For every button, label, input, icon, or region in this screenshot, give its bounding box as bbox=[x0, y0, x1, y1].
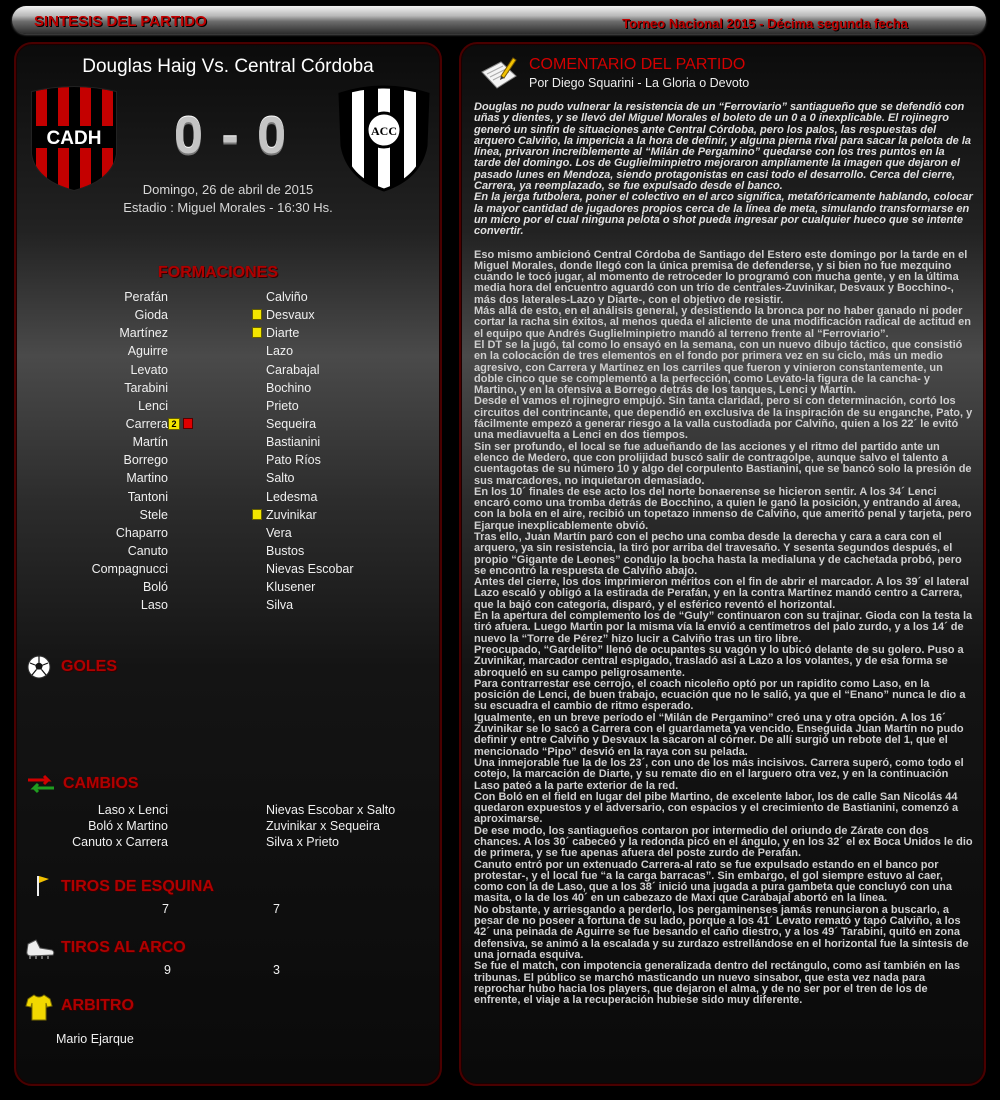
shots-away: 3 bbox=[273, 963, 280, 977]
away-player: Desvaux bbox=[266, 308, 315, 323]
away-player: Prieto bbox=[266, 398, 299, 413]
home-player: Aguirre bbox=[127, 344, 168, 359]
red-card-icon bbox=[183, 418, 193, 429]
soccer-ball-icon bbox=[26, 654, 52, 680]
substitution-arrows-icon bbox=[26, 774, 56, 794]
home-substitutions bbox=[56, 802, 168, 850]
away-player: Silva bbox=[266, 598, 294, 613]
notepad-pencil-icon bbox=[479, 54, 519, 92]
home-player: Gioda bbox=[134, 308, 168, 323]
commentary-panel bbox=[459, 42, 986, 1086]
commentary-body bbox=[474, 102, 974, 1006]
commentary-paragraph: En la apertura del complemento los de “Guly” continuaron con su trajinar. Gioda con la testa la tiró afuera. Luego Martín por la misma vía la envió a centímetros del palo zurdo, y a los 14´ de nuevo la “Torre de Pérez” hizo lucir a Calviño tras un tiro libre. bbox=[474, 610, 973, 645]
home-player: Carrera bbox=[125, 416, 168, 431]
away-player: Carabajal bbox=[266, 362, 320, 377]
home-player: Martínez bbox=[119, 326, 168, 341]
substitution: Boló x Martino bbox=[88, 819, 168, 833]
substitutions-title: CAMBIOS bbox=[63, 775, 139, 792]
away-team-crest bbox=[334, 84, 434, 194]
lineups-title: FORMACIONES bbox=[158, 264, 278, 281]
away-player: Calviño bbox=[266, 290, 308, 304]
cards-column bbox=[168, 288, 214, 524]
shots-title: TIROS AL ARCO bbox=[61, 939, 186, 956]
substitution: Silva x Prieto bbox=[266, 835, 339, 849]
home-player: Chaparro bbox=[115, 525, 168, 540]
home-crest-text: CADH bbox=[46, 128, 102, 149]
home-team-crest bbox=[24, 84, 124, 194]
away-substitutions bbox=[266, 802, 436, 850]
away-player: Sequeira bbox=[266, 416, 317, 431]
home-player: Stele bbox=[139, 507, 168, 522]
commentary-paragraph: Desde el vamos el rojinegro empujó. Sin tanta claridad, pero sí con determinación, cortó los circuitos del contrincante, que dependió en exclusiva de la inspiración de su enganche, Pato, y fácilmente empezó a generar riesgo a la valla custodiada por Calviño, quien a los 22´ le evitó una mediavuelta a Lenci en dos tiempos. bbox=[474, 395, 973, 442]
commentary-paragraph: Antes del cierre, los dos imprimieron méritos con el fin de abrir el marcador. A los 39´ el lateral Lazo escaló y obligó a la estirada de Perafán, y en la contra Martínez mandó centro a Carrera, que la bajó con categoría, disparó, y el esférico reventó el horizontal. bbox=[474, 576, 969, 611]
commentary-paragraph: Se fue el match, con impotencia generalizada dentro del rectángulo, como así también en las tribunas. El público se marchó masticando un nuevo sinsabor, que esta vez nada para reprochar hubo hacia los players, que dejaron el alma, y de no ser por el tren de los de enfrente, el viaje a la recuperación hubiese sido muy diferente. bbox=[474, 960, 960, 1007]
away-lineup bbox=[266, 288, 446, 615]
home-player: Borrego bbox=[123, 453, 168, 468]
svg-text:ACC: ACC bbox=[371, 124, 397, 138]
match-summary-panel bbox=[14, 42, 442, 1086]
away-player: Bastianini bbox=[266, 435, 321, 450]
header-bar bbox=[12, 6, 986, 34]
commentary-paragraph: Más allá de esto, en el análisis general, y desistiendo la bronca por no haber ganado ni poder cortar la racha sin éxitos, al menos queda el aliciente de una modificación radical de actitud en el equipo que Andrés Guglielminpietro mandó al terreno frente al “Ferroviario”. bbox=[474, 305, 971, 340]
match-title: Douglas Haig Vs. Central Córdoba bbox=[82, 56, 374, 77]
home-player: Martino bbox=[126, 471, 168, 486]
commentary-paragraph: Con Boló en el field en lugar del pibe Martino, de excelente labor, los de calle San Nicolás 44 quedaron expuestos y el adversario, con espacios y el crecimiento de Bastianini, comenzó a aproximarse. bbox=[474, 790, 959, 826]
away-player: Pato Ríos bbox=[266, 453, 321, 468]
home-player: Tantoni bbox=[127, 489, 168, 504]
home-player: Tarabini bbox=[124, 380, 168, 395]
substitution: Laso x Lenci bbox=[97, 803, 168, 817]
corners-away: 7 bbox=[273, 902, 280, 916]
away-player: Klusener bbox=[266, 580, 316, 595]
shots-home: 9 bbox=[164, 963, 171, 977]
substitution: Canuto x Carrera bbox=[72, 835, 168, 849]
away-player: Bochino bbox=[266, 380, 312, 395]
away-player: Zuvinikar bbox=[266, 507, 317, 522]
home-player: Levato bbox=[130, 362, 168, 377]
corner-flag-icon bbox=[34, 874, 52, 898]
away-player: Lazo bbox=[266, 344, 294, 359]
commentary-paragraph: Para contrarrestar ese cerrojo, el coach nicoleño optó por un rapidito como Laso, en la posición de Lenci, de buen trabajo, ecuación que no le salió, ya que el “Enano” nunca le dio a su escuadra el cambio de ritmo esperado. bbox=[474, 677, 966, 713]
commentary-paragraph: En los 10´ finales de ese acto los del norte bonaerense se hicieron sentir. A los 34´ Lenci encaró como una tromba detrás de Bocchino, a quien le ganó la posición, y entrando al área, con la bola en el aire, recibió un topetazo inmenso de Calviño, que ameritó penal y tarjeta, pero Ejarque inexplicablemente obvió. bbox=[474, 485, 972, 532]
home-player: Laso bbox=[140, 598, 168, 613]
tournament-title: Torneo Nacional 2015 - Décima segunda fecha bbox=[622, 16, 908, 31]
away-player: Nievas Escobar bbox=[266, 562, 354, 577]
referee-name: Mario Ejarque bbox=[56, 1032, 134, 1046]
corners-title: TIROS DE ESQUINA bbox=[61, 878, 214, 895]
home-player: Compagnucci bbox=[91, 562, 168, 577]
score: 0 - 0 bbox=[173, 107, 289, 165]
commentary-paragraph: El DT se la jugó, tal como lo ensayó en la semana, con un nuevo dibujo táctico, que consistió en la colocación de tres elementos en el fondo por primera vez en su ciclo, más un medio agresivo, con Carrera y Martínez en los carriles que fueron y vinieron constantemente, un doble cinco que se complementó a la perfección, como Levato-la figura de la cancha- y Martino, y en la ofensiva a Borrego detrás de los tanques, Lenci y Martín. bbox=[474, 338, 963, 397]
away-player: Ledesma bbox=[266, 489, 318, 504]
away-player: Bustos bbox=[266, 543, 305, 558]
yellow-card-icon bbox=[252, 509, 262, 520]
home-lineup bbox=[56, 288, 168, 615]
yellow-card-icon bbox=[252, 327, 262, 338]
away-player: Vera bbox=[266, 525, 292, 540]
match-date: Domingo, 26 de abril de 2015 bbox=[142, 182, 314, 197]
home-player: Lenci bbox=[138, 398, 168, 413]
commentary-paragraph: Canuto entró por un extenuado Carrera-al rato se fue expulsado estando en el banco por protestar-, y el local fue “a la carga barracas”. Sin embargo, el gol siempre estuvo al caer, como con la de Laso, que a los 38´ inició una jugada a pura gambeta que concluyó con una masita, o la de los 40´ en un cabezazo de Maxi que Carabajal abortó en la línea. bbox=[474, 858, 952, 905]
commentary-paragraph: Sin ser profundo, el local se fue adueñando de las acciones y el ritmo del partido ante un elenco de Medero, que con prolijidad buscó salir de contragolpe, aunque salvo el talento a cuentagotas de su número 10 y algo del corpulento Bastianini, que se bancó solo la presión de sus marcadores, no inquietaron demasiado. bbox=[474, 440, 972, 487]
commentary-paragraph: Eso mismo ambicionó Central Córdoba de Santiago del Estero este domingo por la tarde en el Miguel Morales, donde llegó con la única premisa de defenderse, y si bien no fue mezquino cuando le tocó jugar, al momento de retroceder lo programó con mucha gente, y en la última media hora del encuentro aguardó con un trío de centrales-Zuvinikar, Desvaux y Bocchino-, más dos laterales-Lazo y Diarte-, con el objetivo de resistir. bbox=[474, 248, 968, 306]
substitution: Zuvinikar x Sequeira bbox=[266, 819, 380, 833]
commentary-paragraph: Douglas no pudo vulnerar la resistencia de un “Ferroviario” santiagueño que se defendió con uñas y dientes, y se llevó del Miguel Morales el boleto de un 0 a 0 inexplicable. El rojinegro generó un sinfín de situaciones ante Central Córdoba, pero los palos, las respuestas del arquero Calviño, la impericia a la hora de definir, y alguna pierna rival para sacar la pelota de la línea, privaron increíblemente al “Milán de Pergamino” quedarse con los tres puntos en la tarde del domingo. Los de Guglielminpietro mejoraron ampliamente la imagen que dejaron el pasado lunes en Mendoza, siendo protagonistas en casi todo el desarrollo. Cerca del cierre, Carrera, ya reemplazado, se fue expulsado desde el banco. bbox=[474, 101, 972, 193]
away-player: Diarte bbox=[266, 326, 300, 341]
home-player: Canuto bbox=[127, 543, 168, 558]
double-yellow-card-icon: 2 bbox=[168, 418, 180, 430]
page-title: SINTESIS DEL PARTIDO bbox=[34, 13, 207, 30]
referee-shirt-icon bbox=[24, 992, 54, 1022]
home-player: Boló bbox=[142, 580, 168, 595]
commentary-paragraph: Igualmente, en un breve período el “Milán de Pergamino” creó una y otra opción. A los 16´ Zuvinikar se lo sacó a Carrera con el guardameta ya vencido. Enseguida Juan Martín no pudo definir y entre Calviño y Desvaux la sacaron al córner. De allí surgió un rebote del 1, que el mencionado “Pipo” desvió en la raya con su pelada. bbox=[474, 711, 964, 758]
home-player: Perafán bbox=[124, 290, 168, 304]
yellow-card-icon bbox=[252, 309, 262, 320]
commentary-paragraph: Tras ello, Juan Martín paró con el pecho una comba desde la derecha y cara a cara con el arquero, ya sin resistencia, la tiró por arriba del travesaño. Y sesenta segundos después, el propio “Gigante de Leones” condujo la bocha hasta la medialuna y de cachetada probó, pero se encontró la respuesta de Calviño abajo. bbox=[474, 530, 962, 577]
football-boot-icon bbox=[24, 936, 56, 962]
corners-home: 7 bbox=[162, 902, 169, 916]
away-player: Salto bbox=[266, 471, 295, 486]
substitution: Nievas Escobar x Salto bbox=[266, 803, 396, 817]
referee-title: ARBITRO bbox=[61, 997, 134, 1014]
commentary-paragraph: De ese modo, los santiagueños contaron por intermedio del oriundo de Zárate con dos chances. A los 30´ cabeceó y la redonda picó en el ángulo, y en los 32´ el ex Boca Unidos le dio de primera, y se fue apenas afuera del poste zurdo de Perafán. bbox=[474, 824, 973, 860]
commentary-paragraph: Preocupado, “Gardelito” llenó de ocupantes su vagón y lo ubicó delante de su golero. Puso a Zuvinikar, marcador central espigado, trasladó así a Lazo a los volantes, y de esa forma se abroqueló en su campo peligrosamente. bbox=[474, 643, 964, 679]
commentary-author: Por Diego Squarini - La Gloria o Devoto bbox=[529, 76, 750, 90]
commentary-paragraph: Una inmejorable fue la de los 23´, con uno de los más incisivos. Carrera superó, como todo el cotejo, la marcación de Diarte, y su remate dio en el larguero otra vez, y en la continuación Laso pateó a la parte exterior de la red. bbox=[474, 756, 964, 792]
commentary-paragraph: En la jerga futbolera, poner el colectivo en el arco significa, metafóricamente hablando, colocar la mayor cantidad de jugadores propios cerca de la línea de meta, simulando transformarse en un micro por el cual ninguna pelota o shot pueda ingresar por cualquier hueco que se intente convertir. bbox=[474, 191, 973, 238]
commentary-title: COMENTARIO DEL PARTIDO bbox=[529, 56, 746, 73]
goals-title: GOLES bbox=[61, 658, 118, 675]
commentary-paragraph: No obstante, y arriesgando a perderlo, los pergaminenses jamás renunciaron a buscarlo, a pesar de no poseer a fortuna de su lado, porque a los 41´ Levato remató y tapó Calviño, a los 42´ una peinada de Aguirre se fue besando el caño diestro, y a los 49´ Tarabini, quitó en zona defensiva, se animó a la escalada y su zurdazo estrellándose en el horizontal fue la síntesis de una jornada esquiva. bbox=[474, 903, 969, 961]
home-player: Martín bbox=[132, 435, 168, 450]
match-venue: Estadio : Miguel Morales - 16:30 Hs. bbox=[123, 200, 333, 215]
